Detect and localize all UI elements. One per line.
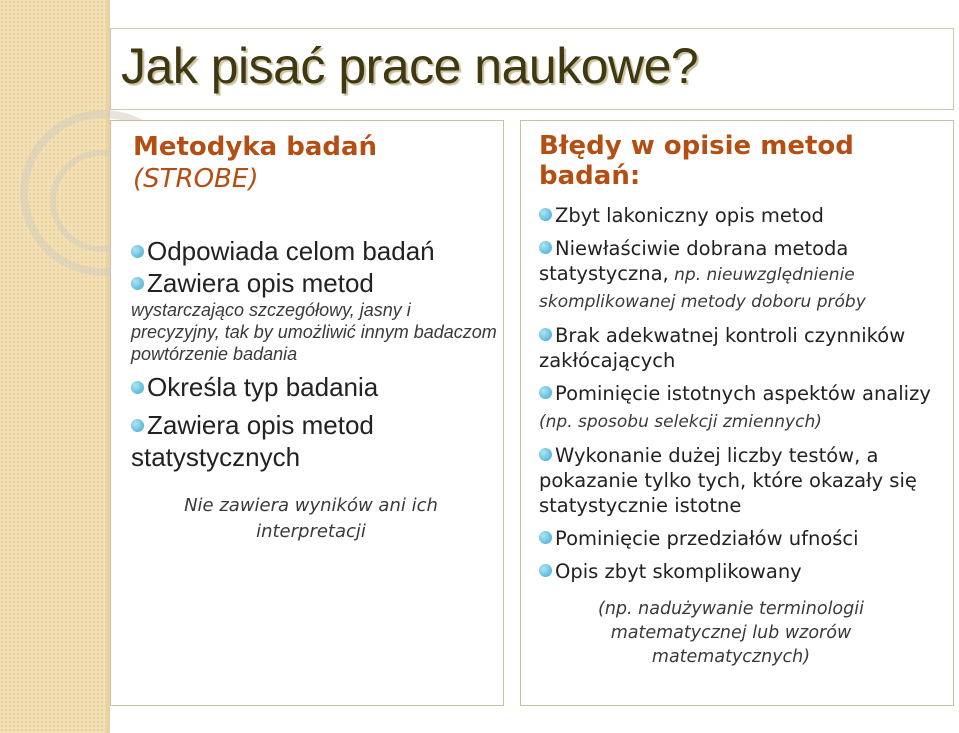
bullet-icon: [131, 277, 144, 290]
list-item-text: Niewłaściwie dobrana metoda statystyczna,: [539, 237, 849, 285]
list-item: [539, 203, 947, 228]
bullet-icon: [539, 564, 552, 577]
list-item-text: Brak adekwatnej kontroli czynników zakłócających: [539, 324, 906, 372]
list-item-text: Odpowiada celom badań: [147, 236, 435, 266]
left-heading-sub: (STROBE): [133, 164, 259, 194]
bullet-icon: [131, 381, 144, 394]
left-heading-text: Metodyka badań: [133, 132, 378, 162]
list-item: [539, 323, 947, 373]
right-note: (np. nadużywanie terminologii matematycznej lub wzorów matematycznych): [598, 599, 864, 667]
bullet-icon: [539, 448, 552, 461]
left-note: Nie zawiera wyników ani ich interpretacji: [184, 495, 438, 542]
list-item-text: Zawiera opis metod: [147, 268, 374, 298]
list-item: [131, 235, 501, 267]
list-item: [539, 443, 947, 518]
bullet-icon: [539, 241, 552, 254]
title-box: [110, 28, 954, 110]
list-item: [131, 409, 501, 473]
list-item: [539, 526, 947, 551]
bullet-icon: [539, 328, 552, 341]
list-item-text: Pominięcie przedziałów ufności: [555, 527, 859, 550]
list-item-subtext: (np. sposobu selekcji zmiennych): [539, 412, 822, 432]
bullet-icon: [539, 208, 552, 221]
list-item-text: Wykonanie dużej liczby testów, a pokazanie tylko tych, które okazały się statystycznie istotne: [539, 444, 917, 517]
list-item: [539, 381, 947, 435]
bullet-icon: [539, 531, 552, 544]
right-list: [539, 203, 947, 592]
right-panel: [520, 120, 954, 706]
right-heading: Błędy w opisie metod badań:: [539, 131, 854, 191]
list-item-text: Pominięcie istotnych aspektów analizy: [555, 382, 931, 405]
left-panel: [110, 120, 504, 706]
left-heading: [133, 131, 493, 195]
list-item-subtext: wystarczająco szczegółowy, jasny i precyzyjny, tak by umożliwić innym badaczom powtórzenie badania: [131, 300, 497, 364]
bullet-icon: [131, 419, 144, 432]
list-item-text: Zawiera opis metod statystycznych: [131, 410, 374, 472]
list-item: [539, 559, 947, 584]
list-item: [131, 267, 501, 365]
page-title: Jak pisać prace naukowe?: [121, 38, 699, 94]
list-item-text: Zbyt lakoniczny opis metod: [555, 204, 824, 227]
bullet-icon: [131, 245, 144, 258]
list-item-subtext: np. nieuwzględnienie skomplikowanej metody doboru próby: [539, 265, 866, 312]
list-item: [539, 236, 947, 315]
bullet-icon: [539, 386, 552, 399]
list-item-text: Określa typ badania: [147, 372, 379, 402]
list-item-text: Opis zbyt skomplikowany: [555, 560, 802, 583]
list-item: [131, 371, 501, 403]
left-list: [131, 235, 501, 473]
